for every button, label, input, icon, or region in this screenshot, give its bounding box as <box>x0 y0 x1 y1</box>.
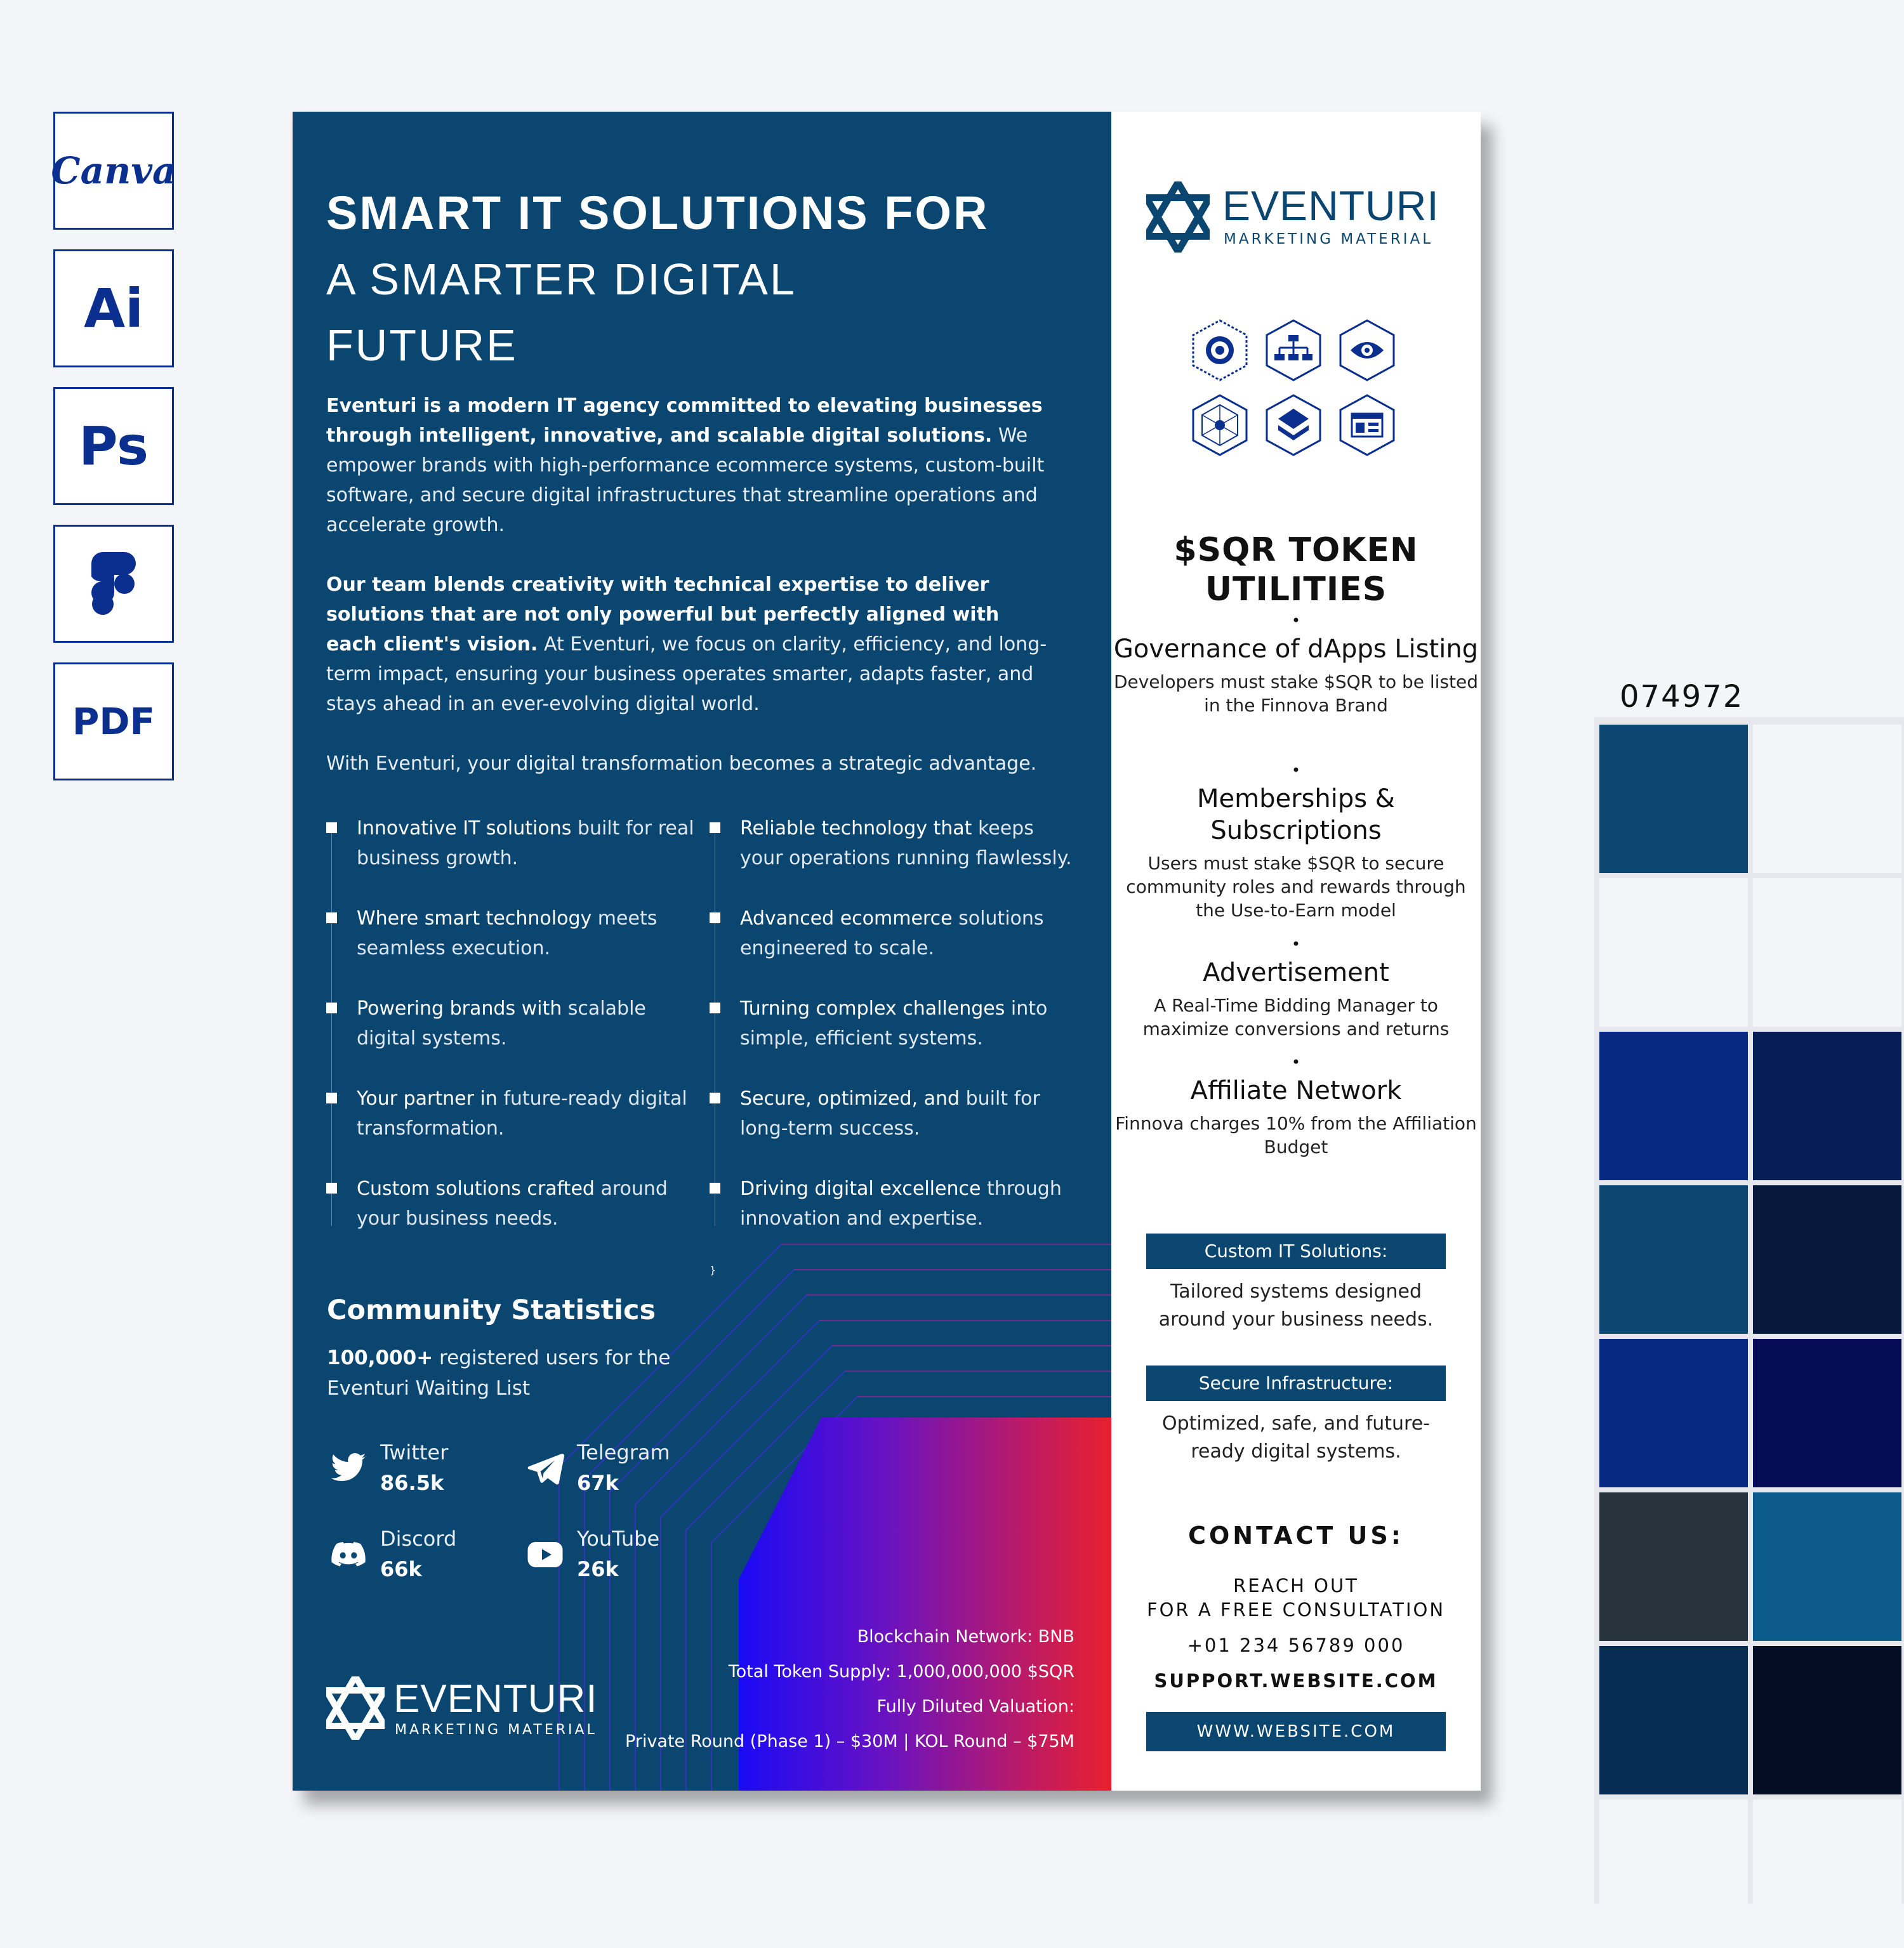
stat-name: Telegram <box>577 1440 670 1464</box>
contact-email[interactable]: SUPPORT.WEBSITE.COM <box>1154 1670 1438 1692</box>
layers-icon <box>1264 393 1323 457</box>
bullet-rest: scalable digital systems. <box>357 997 646 1050</box>
illustrator-label: Ai <box>84 277 143 339</box>
color-swatch <box>1753 1185 1901 1334</box>
color-swatch <box>1599 1339 1748 1487</box>
discord-icon <box>327 1536 370 1574</box>
utility-title: Memberships & Subscriptions <box>1197 784 1395 845</box>
utility-item <box>1111 763 1481 922</box>
color-swatch <box>1599 1032 1748 1180</box>
stat-name: YouTube <box>577 1527 660 1551</box>
token-network: Blockchain Network: BNB <box>857 1627 1074 1647</box>
intro-p1-rest: We empower brands with high-performance ecommerce systems, custom-built software, and secure digital infrastructures that streamline operations and accelerate growth. <box>326 424 1045 536</box>
eye-icon <box>1338 319 1396 382</box>
bullet-rest: built for real business growth. <box>357 817 694 869</box>
stat-name: Discord <box>380 1527 457 1551</box>
community-count: 100,000+ <box>327 1346 433 1369</box>
pdf-badge <box>53 662 174 780</box>
flyer <box>293 112 1481 1791</box>
utility-item <box>1111 937 1481 1041</box>
bullet-strong: Your partner in <box>357 1088 498 1110</box>
headline-line-2: A SMARTER DIGITAL <box>326 254 797 304</box>
bullet-rest: built for long-term success. <box>740 1088 1040 1140</box>
bullet-strong: Custom solutions crafted <box>357 1178 595 1200</box>
footer-logo-name: EVENTURI <box>393 1677 598 1721</box>
color-swatch <box>1599 1185 1748 1334</box>
color-swatch <box>1599 1800 1748 1948</box>
bullet-strong: Powering brands with <box>357 997 562 1020</box>
header-logo-sub: MARKETING MATERIAL <box>1224 231 1434 247</box>
utility-title: Advertisement <box>1203 958 1389 987</box>
telegram-icon <box>524 1449 567 1487</box>
bullet-strong: Driving digital excellence <box>740 1178 981 1200</box>
color-swatch <box>1753 1646 1901 1794</box>
bullet-column-right: Reliable technology that keeps your operations running flawlessly. Advanced ecommerce solutions engineered to scale. Turning complex challenges into simple, efficient systems. Secure, optimized, and built for long-term success. Driving digital excellence through innovation and expertise. } <box>710 813 1078 1276</box>
headline-line-1: SMART IT SOLUTIONS FOR <box>326 187 989 239</box>
color-swatch <box>1753 1492 1901 1641</box>
contact-line-2: FOR A FREE CONSULTATION <box>1146 1599 1446 1621</box>
color-swatch <box>1599 1492 1748 1641</box>
photoshop-badge <box>53 387 174 505</box>
utility-item <box>1111 1055 1481 1159</box>
utility-title: Affiliate Network <box>1190 1076 1402 1105</box>
website-button[interactable]: WWW.WEBSITE.COM <box>1146 1712 1446 1751</box>
color-swatch <box>1753 1339 1901 1487</box>
star-logo-icon <box>1146 181 1210 253</box>
intro-paragraph-3: With Eventuri, your digital transformation becomes a strategic advantage. <box>326 753 1037 775</box>
figma-icon <box>91 552 136 615</box>
utility-desc: Finnova charges 10% from the Affiliation Budget <box>1115 1113 1477 1157</box>
flyer-left-panel <box>293 112 1111 1791</box>
community-sub-rest: registered users for the Eventuri Waiting List <box>327 1346 671 1400</box>
token-supply: Total Token Supply: 1,000,000,000 $SQR <box>728 1662 1074 1681</box>
utilities-title: $SQR TOKEN UTILITIES <box>1173 531 1418 609</box>
star-logo-icon <box>326 1676 385 1740</box>
stat-value: 67k <box>577 1471 619 1495</box>
headline-line-3: FUTURE <box>326 320 518 370</box>
bullet-rest: future-ready digital transformation. <box>357 1088 687 1140</box>
color-swatch <box>1753 878 1901 1027</box>
palette-code: 074972 <box>1620 679 1744 714</box>
intro-p2-rest: At Eventuri, we focus on clarity, efficiency, and long-term impact, ensuring your business operates smarter, adapts faster, and stays ahead in an ever-evolving digital world. <box>326 633 1047 715</box>
utility-desc: Developers must stake $SQR to be listed in the Finnova Brand <box>1113 671 1479 716</box>
utility-desc: Users must stake $SQR to secure community roles and rewards through the Use-to-Earn model <box>1126 853 1466 921</box>
twitter-icon <box>327 1449 370 1487</box>
bullet-rest: solutions engineered to scale. <box>740 907 1044 959</box>
color-swatch <box>1599 878 1748 1027</box>
sitemap-icon <box>1264 319 1323 382</box>
stat-youtube <box>524 1527 676 1590</box>
bullet-strong: Innovative IT solutions <box>357 817 572 839</box>
token-rounds: Private Round (Phase 1) – $30M | KOL Round – $75M <box>625 1732 1074 1751</box>
bullet-rest: through innovation and expertise. <box>740 1178 1062 1230</box>
pdf-label: PDF <box>72 700 155 743</box>
token-info <box>592 1619 1074 1759</box>
bullet-strong: Where smart technology <box>357 907 592 930</box>
service-desc: Optimized, safe, and future-ready digital systems. <box>1161 1412 1431 1463</box>
photoshop-label: Ps <box>78 415 149 477</box>
utility-bullet: • <box>1291 612 1301 629</box>
service-icon-grid <box>1191 319 1406 464</box>
intro-p1-bold: Eventuri is a modern IT agency committed to elevating businesses through intelligent, innovative, and scalable digital solutions. <box>326 395 1043 447</box>
bullet-rest: keeps your operations running flawlessly. <box>740 817 1072 869</box>
utility-bullet: • <box>1291 761 1301 779</box>
stat-discord <box>327 1527 479 1590</box>
bullet-strong: Reliable technology that <box>740 817 972 839</box>
canva-label: Canva <box>51 149 176 192</box>
header-logo-name: EVENTURI <box>1222 182 1439 229</box>
target-icon <box>1191 319 1249 382</box>
intro-p2-bold: Our team blends creativity with technical expertise to deliver solutions that are not only powerful but perfectly aligned with each client's vision. <box>326 574 1000 655</box>
contact-line-1: REACH OUT <box>1233 1575 1359 1596</box>
community-title: Community Statistics <box>327 1294 656 1326</box>
utility-bullet: • <box>1291 935 1301 953</box>
color-swatch <box>1753 1800 1901 1948</box>
utility-desc: A Real-Time Bidding Manager to maximize conversions and returns <box>1142 995 1450 1039</box>
stat-twitter <box>327 1440 479 1504</box>
stat-telegram <box>524 1440 676 1504</box>
flyer-right-panel <box>1111 112 1481 1791</box>
color-swatch <box>1753 1032 1901 1180</box>
bullet-strong: Secure, optimized, and <box>740 1088 960 1110</box>
network-icon <box>1191 393 1249 457</box>
service-desc: Tailored systems designed around your business needs. <box>1158 1280 1434 1331</box>
utility-item <box>1111 613 1481 717</box>
color-swatch <box>1599 725 1748 873</box>
color-palette <box>1594 717 1904 1904</box>
stat-value: 26k <box>577 1557 619 1581</box>
stat-value: 66k <box>380 1557 422 1581</box>
stat-value: 86.5k <box>380 1471 444 1495</box>
contact-title: CONTACT US: <box>1188 1522 1404 1550</box>
footer-logo-sub: MARKETING MATERIAL <box>395 1722 597 1738</box>
stat-name: Twitter <box>380 1440 449 1464</box>
service-pill: Secure Infrastructure: <box>1146 1366 1446 1401</box>
color-swatch <box>1753 725 1901 873</box>
utility-title: Governance of dApps Listing <box>1113 635 1479 664</box>
bullet-rest: into simple, efficient systems. <box>740 997 1048 1050</box>
bullet-rest: around your business needs. <box>357 1178 668 1230</box>
token-valuation: Fully Diluted Valuation: <box>876 1697 1074 1716</box>
canva-badge <box>53 112 174 230</box>
app-badges <box>53 112 178 800</box>
service-pill: Custom IT Solutions: <box>1146 1234 1446 1269</box>
illustrator-badge <box>53 249 174 367</box>
color-swatch <box>1599 1646 1748 1794</box>
bullet-rest: meets seamless execution. <box>357 907 658 959</box>
dashboard-icon <box>1338 393 1396 457</box>
utility-bullet: • <box>1291 1053 1301 1071</box>
bullet-strong: Turning complex challenges <box>740 997 1005 1020</box>
bullet-strong: Advanced ecommerce <box>740 907 953 930</box>
figma-badge <box>53 525 174 643</box>
community-subtitle <box>327 1343 682 1404</box>
contact-phone: +01 234 56789 000 <box>1187 1635 1405 1656</box>
youtube-icon <box>524 1536 567 1574</box>
